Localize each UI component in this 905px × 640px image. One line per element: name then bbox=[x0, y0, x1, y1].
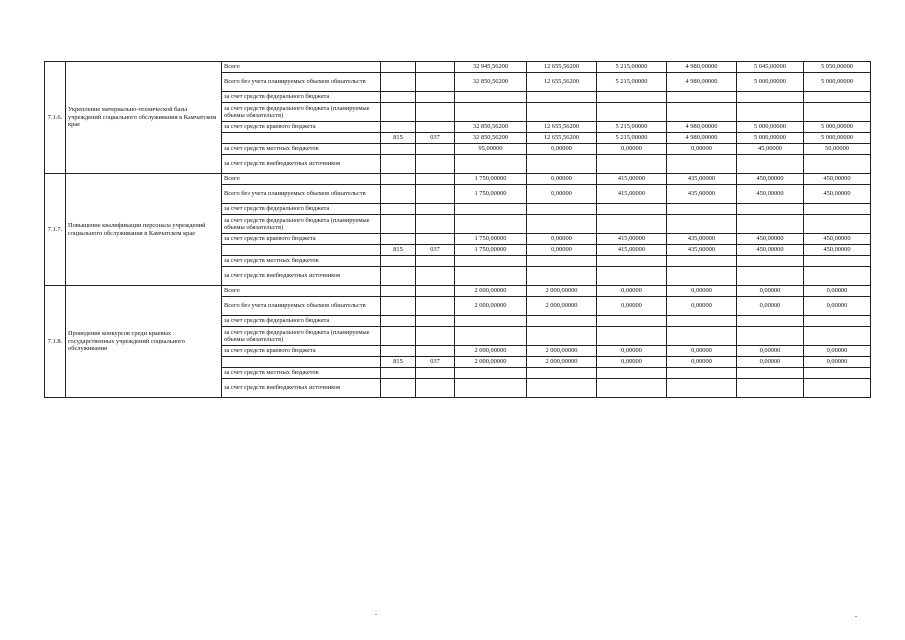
amount-year: 4 980,00000 bbox=[667, 133, 737, 144]
funding-source: за счет средств федерального бюджета bbox=[222, 92, 381, 103]
grbs-code bbox=[381, 346, 416, 357]
amount-year: 5 215,00000 bbox=[597, 122, 667, 133]
grbs-code: 815 bbox=[381, 357, 416, 368]
amount-year: 0,00000 bbox=[804, 286, 871, 297]
program-code bbox=[416, 92, 455, 103]
amount-year: 0,00000 bbox=[527, 174, 597, 185]
amount-year bbox=[597, 267, 667, 286]
amount-year bbox=[597, 215, 667, 234]
program-code bbox=[416, 286, 455, 297]
amount-year: 0,00000 bbox=[737, 357, 804, 368]
amount-year: 0,00000 bbox=[737, 297, 804, 316]
amount-year bbox=[737, 103, 804, 122]
funding-source: за счет средств местных бюджетов bbox=[222, 144, 381, 155]
scan-speck bbox=[375, 614, 377, 615]
budget-table bbox=[44, 61, 871, 398]
amount-year: 415,00000 bbox=[597, 185, 667, 204]
amount-year bbox=[597, 316, 667, 327]
amount-year: 0,00000 bbox=[804, 357, 871, 368]
amount-year: 0,00000 bbox=[737, 346, 804, 357]
amount-year bbox=[597, 368, 667, 379]
funding-source: за счет средств федерального бюджета bbox=[222, 204, 381, 215]
amount-year bbox=[737, 267, 804, 286]
grbs-code bbox=[381, 144, 416, 155]
funding-source bbox=[222, 133, 381, 144]
program-code: 037 bbox=[416, 357, 455, 368]
amount-year bbox=[737, 92, 804, 103]
amount-year: 0,00000 bbox=[597, 144, 667, 155]
amount-year: 450,00000 bbox=[804, 174, 871, 185]
program-code bbox=[416, 174, 455, 185]
amount-year: 0,00000 bbox=[804, 297, 871, 316]
program-code: 037 bbox=[416, 133, 455, 144]
amount-year bbox=[737, 327, 804, 346]
program-code bbox=[416, 346, 455, 357]
funding-source: Всего bbox=[222, 174, 381, 185]
amount-year: 450,00000 bbox=[737, 185, 804, 204]
grbs-code bbox=[381, 297, 416, 316]
funding-source bbox=[222, 357, 381, 368]
amount-year bbox=[597, 379, 667, 398]
amount-year: 50,00000 bbox=[804, 144, 871, 155]
amount-year: 0,00000 bbox=[667, 346, 737, 357]
amount-year: 0,00000 bbox=[667, 297, 737, 316]
amount-total: 32 945,56200 bbox=[455, 62, 527, 73]
program-code bbox=[416, 368, 455, 379]
grbs-code bbox=[381, 256, 416, 267]
amount-year: 5 000,00000 bbox=[804, 122, 871, 133]
amount-year: 2 000,00000 bbox=[527, 286, 597, 297]
amount-year bbox=[527, 256, 597, 267]
amount-year bbox=[597, 155, 667, 174]
grbs-code bbox=[381, 122, 416, 133]
grbs-code bbox=[381, 103, 416, 122]
amount-year bbox=[667, 316, 737, 327]
measure-code: 7.1.7. bbox=[45, 174, 66, 286]
measure-code: 7.1.8. bbox=[45, 286, 66, 398]
amount-year bbox=[527, 155, 597, 174]
amount-year: 0,00000 bbox=[804, 346, 871, 357]
amount-year bbox=[737, 379, 804, 398]
funding-source: Всего без учета планируемых объемов обязательств bbox=[222, 185, 381, 204]
program-code bbox=[416, 204, 455, 215]
program-code bbox=[416, 155, 455, 174]
funding-source: Всего bbox=[222, 62, 381, 73]
amount-total bbox=[455, 368, 527, 379]
amount-year bbox=[737, 155, 804, 174]
amount-year: 0,00000 bbox=[667, 357, 737, 368]
measure-name: Повышение квалификации персонала учреждений социального обслуживания в Камчатском крае bbox=[66, 174, 222, 286]
amount-year bbox=[804, 92, 871, 103]
amount-year: 5 000,00000 bbox=[737, 122, 804, 133]
amount-year bbox=[737, 368, 804, 379]
amount-year: 450,00000 bbox=[804, 234, 871, 245]
grbs-code bbox=[381, 155, 416, 174]
grbs-code bbox=[381, 73, 416, 92]
amount-year: 450,00000 bbox=[737, 174, 804, 185]
amount-year bbox=[527, 368, 597, 379]
amount-year: 0,00000 bbox=[667, 286, 737, 297]
funding-source: за счет средств федерального бюджета (планируемые объемы обязательств) bbox=[222, 103, 381, 122]
amount-year: 5 045,00000 bbox=[737, 62, 804, 73]
grbs-code bbox=[381, 316, 416, 327]
amount-year bbox=[737, 256, 804, 267]
funding-source: за счет средств внебюджетных источников bbox=[222, 155, 381, 174]
amount-year bbox=[527, 379, 597, 398]
amount-year bbox=[667, 103, 737, 122]
amount-year bbox=[527, 103, 597, 122]
program-code bbox=[416, 185, 455, 204]
amount-year bbox=[804, 316, 871, 327]
amount-total bbox=[455, 155, 527, 174]
amount-year bbox=[667, 215, 737, 234]
program-code bbox=[416, 73, 455, 92]
table-body bbox=[45, 62, 871, 398]
measure-name: Проведение конкурсов среди краевых государственных учреждений социального обслуживания bbox=[66, 286, 222, 398]
funding-source: за счет средств местных бюджетов bbox=[222, 368, 381, 379]
amount-total: 1 750,00000 bbox=[455, 185, 527, 204]
amount-year: 435,00000 bbox=[667, 185, 737, 204]
grbs-code bbox=[381, 174, 416, 185]
amount-year: 5 215,00000 bbox=[597, 73, 667, 92]
amount-year bbox=[597, 256, 667, 267]
program-code bbox=[416, 215, 455, 234]
program-code bbox=[416, 103, 455, 122]
amount-year: 0,00000 bbox=[597, 297, 667, 316]
amount-year: 435,00000 bbox=[667, 245, 737, 256]
grbs-code bbox=[381, 267, 416, 286]
amount-year bbox=[667, 204, 737, 215]
funding-source: Всего без учета планируемых объемов обязательств bbox=[222, 297, 381, 316]
amount-year bbox=[527, 267, 597, 286]
table-row bbox=[45, 174, 871, 185]
amount-year: 5 215,00000 bbox=[597, 62, 667, 73]
amount-total: 1 750,00000 bbox=[455, 174, 527, 185]
funding-source: за счет средств федерального бюджета bbox=[222, 316, 381, 327]
funding-source: Всего bbox=[222, 286, 381, 297]
grbs-code: 815 bbox=[381, 245, 416, 256]
amount-year: 0,00000 bbox=[667, 144, 737, 155]
amount-year bbox=[667, 92, 737, 103]
amount-total: 32 850,56200 bbox=[455, 133, 527, 144]
amount-year bbox=[667, 327, 737, 346]
funding-source: за счет средств краевого бюджета bbox=[222, 234, 381, 245]
amount-year: 0,00000 bbox=[527, 144, 597, 155]
amount-year bbox=[804, 204, 871, 215]
amount-total bbox=[455, 267, 527, 286]
amount-year: 435,00000 bbox=[667, 234, 737, 245]
amount-year: 4 980,00000 bbox=[667, 122, 737, 133]
amount-year bbox=[804, 256, 871, 267]
funding-source: за счет средств местных бюджетов bbox=[222, 256, 381, 267]
amount-total: 2 000,00000 bbox=[455, 346, 527, 357]
program-code bbox=[416, 267, 455, 286]
grbs-code bbox=[381, 62, 416, 73]
amount-year bbox=[527, 327, 597, 346]
amount-year: 450,00000 bbox=[737, 245, 804, 256]
amount-year bbox=[597, 103, 667, 122]
amount-total bbox=[455, 256, 527, 267]
amount-year: 0,00000 bbox=[527, 234, 597, 245]
program-code bbox=[416, 62, 455, 73]
amount-year: 5 000,00000 bbox=[737, 73, 804, 92]
amount-total: 1 750,00000 bbox=[455, 234, 527, 245]
amount-total bbox=[455, 327, 527, 346]
amount-year bbox=[597, 327, 667, 346]
amount-year: 2 000,00000 bbox=[527, 357, 597, 368]
grbs-code bbox=[381, 234, 416, 245]
program-code bbox=[416, 297, 455, 316]
amount-total bbox=[455, 103, 527, 122]
amount-year: 450,00000 bbox=[737, 234, 804, 245]
amount-year bbox=[667, 379, 737, 398]
amount-year: 12 655,56200 bbox=[527, 62, 597, 73]
amount-total: 2 000,00000 bbox=[455, 297, 527, 316]
amount-year bbox=[737, 204, 804, 215]
amount-year: 12 655,56200 bbox=[527, 122, 597, 133]
amount-total: 2 000,00000 bbox=[455, 357, 527, 368]
program-code bbox=[416, 234, 455, 245]
program-code bbox=[416, 327, 455, 346]
program-code bbox=[416, 256, 455, 267]
amount-year bbox=[804, 155, 871, 174]
grbs-code bbox=[381, 286, 416, 297]
amount-year: 12 655,56200 bbox=[527, 133, 597, 144]
amount-year: 0,00000 bbox=[527, 245, 597, 256]
program-code bbox=[416, 379, 455, 398]
measure-name: Укрепление материально-технической базы учреждений социального обслуживания в Камчатском крае bbox=[66, 62, 222, 174]
program-code: 037 bbox=[416, 245, 455, 256]
amount-total: 32 850,56200 bbox=[455, 73, 527, 92]
program-code bbox=[416, 122, 455, 133]
funding-source: за счет средств федерального бюджета (планируемые объемы обязательств) bbox=[222, 327, 381, 346]
amount-year bbox=[667, 368, 737, 379]
amount-total bbox=[455, 215, 527, 234]
amount-year bbox=[804, 327, 871, 346]
amount-total: 95,00000 bbox=[455, 144, 527, 155]
amount-year: 5 050,00000 bbox=[804, 62, 871, 73]
amount-year: 450,00000 bbox=[804, 245, 871, 256]
grbs-code bbox=[381, 92, 416, 103]
amount-year: 5 215,00000 bbox=[597, 133, 667, 144]
amount-year bbox=[597, 92, 667, 103]
amount-year: 5 000,00000 bbox=[737, 133, 804, 144]
amount-total: 1 750,00000 bbox=[455, 245, 527, 256]
amount-year: 0,00000 bbox=[737, 286, 804, 297]
amount-year bbox=[737, 215, 804, 234]
amount-year: 0,00000 bbox=[597, 346, 667, 357]
amount-year bbox=[667, 155, 737, 174]
amount-year: 12 655,56200 bbox=[527, 73, 597, 92]
table-row bbox=[45, 62, 871, 73]
program-code bbox=[416, 144, 455, 155]
funding-source: за счет средств внебюджетных источников bbox=[222, 379, 381, 398]
amount-year: 5 000,00000 bbox=[804, 73, 871, 92]
amount-total: 2 000,00000 bbox=[455, 286, 527, 297]
funding-source bbox=[222, 245, 381, 256]
grbs-code bbox=[381, 204, 416, 215]
amount-year bbox=[667, 256, 737, 267]
amount-year bbox=[804, 368, 871, 379]
grbs-code bbox=[381, 185, 416, 204]
amount-year bbox=[804, 215, 871, 234]
table-row bbox=[45, 286, 871, 297]
grbs-code bbox=[381, 368, 416, 379]
funding-source: Всего без учета планируемых объемов обязательств bbox=[222, 73, 381, 92]
amount-year: 415,00000 bbox=[597, 174, 667, 185]
funding-source: за счет средств краевого бюджета bbox=[222, 122, 381, 133]
amount-year: 415,00000 bbox=[597, 245, 667, 256]
amount-year bbox=[737, 316, 804, 327]
amount-year bbox=[667, 267, 737, 286]
amount-year: 45,00000 bbox=[737, 144, 804, 155]
amount-year: 4 980,00000 bbox=[667, 62, 737, 73]
amount-year: 415,00000 bbox=[597, 234, 667, 245]
amount-year bbox=[527, 215, 597, 234]
amount-year bbox=[597, 204, 667, 215]
amount-year: 0,00000 bbox=[527, 185, 597, 204]
funding-source: за счет средств краевого бюджета bbox=[222, 346, 381, 357]
amount-year: 5 000,00000 bbox=[804, 133, 871, 144]
funding-source: за счет средств внебюджетных источников bbox=[222, 267, 381, 286]
amount-year: 0,00000 bbox=[597, 357, 667, 368]
amount-total bbox=[455, 316, 527, 327]
amount-year bbox=[527, 316, 597, 327]
amount-year: 2 000,00000 bbox=[527, 297, 597, 316]
amount-year bbox=[804, 103, 871, 122]
program-code bbox=[416, 316, 455, 327]
grbs-code bbox=[381, 327, 416, 346]
amount-year: 0,00000 bbox=[597, 286, 667, 297]
amount-year: 435,00000 bbox=[667, 174, 737, 185]
amount-year: 2 000,00000 bbox=[527, 346, 597, 357]
amount-year bbox=[527, 204, 597, 215]
scan-speck bbox=[855, 616, 857, 617]
grbs-code bbox=[381, 379, 416, 398]
amount-year bbox=[527, 92, 597, 103]
measure-code: 7.1.6. bbox=[45, 62, 66, 174]
amount-year: 450,00000 bbox=[804, 185, 871, 204]
amount-year bbox=[804, 267, 871, 286]
amount-total bbox=[455, 92, 527, 103]
funding-source: за счет средств федерального бюджета (планируемые объемы обязательств) bbox=[222, 215, 381, 234]
grbs-code: 815 bbox=[381, 133, 416, 144]
amount-total bbox=[455, 379, 527, 398]
grbs-code bbox=[381, 215, 416, 234]
amount-total: 32 850,56200 bbox=[455, 122, 527, 133]
amount-year bbox=[804, 379, 871, 398]
amount-total bbox=[455, 204, 527, 215]
amount-year: 4 980,00000 bbox=[667, 73, 737, 92]
